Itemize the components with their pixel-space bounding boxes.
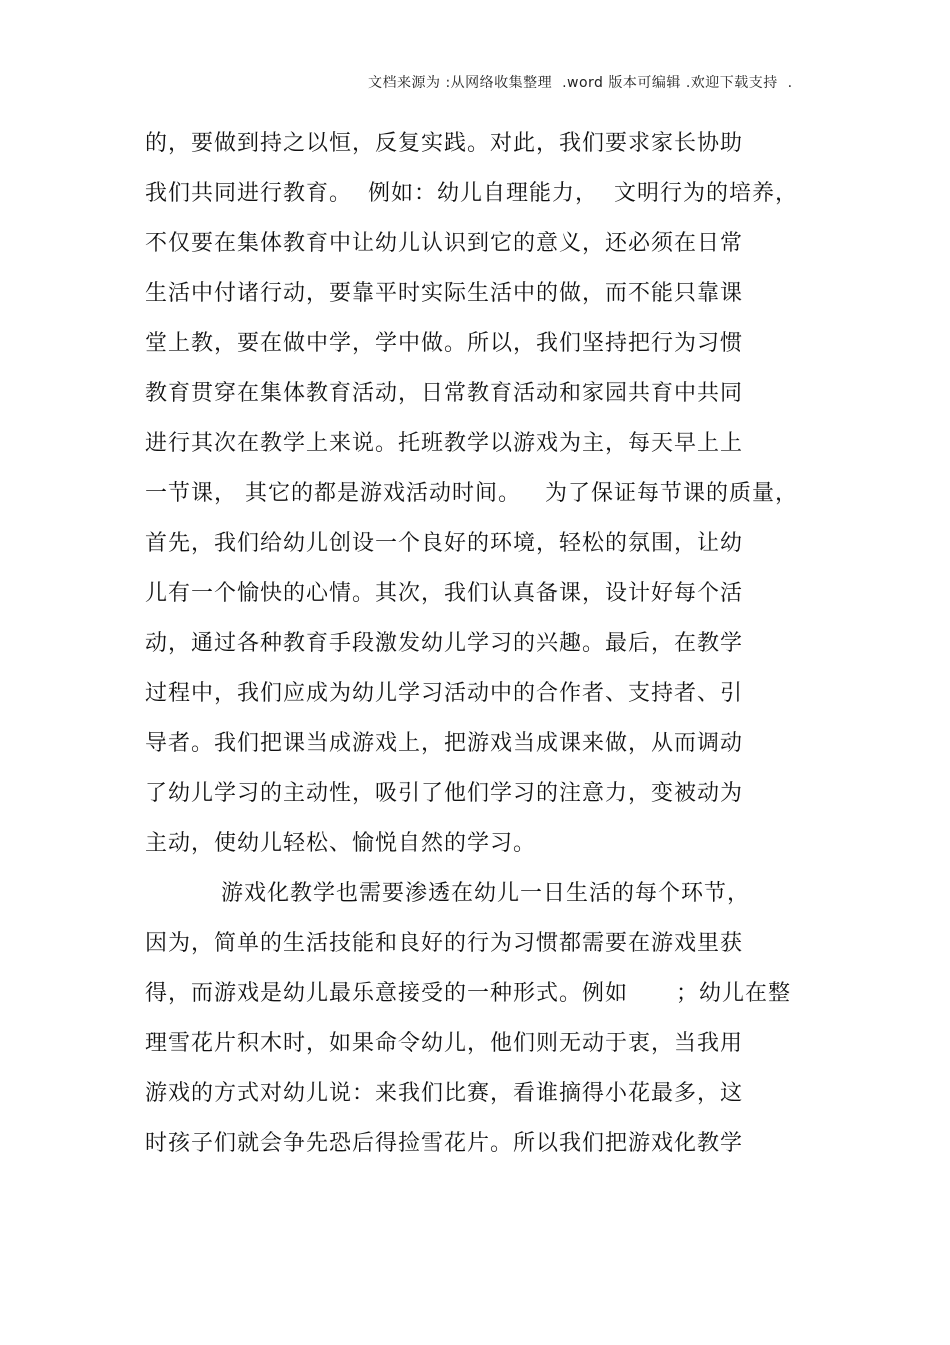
body-line: 堂上教，要在做中学，学中做。所以，我们坚持把行为习惯 [145, 331, 744, 356]
body-line: 理雪花片积木时，如果命令幼儿，他们则无动于衷，当我用 [145, 1031, 744, 1056]
body-line: 不仅要在集体教育中让幼儿认识到它的意义，还必须在日常 [145, 231, 744, 256]
body-line: 的，要做到持之以恒，反复实践。对此，我们要求家长协助 [145, 131, 744, 156]
body-line: 动，通过各种教育手段激发幼儿学习的兴趣。最后，在教学 [145, 631, 744, 656]
body-line: 时孩子们就会争先恐后得捡雪花片。所以我们把游戏化教学 [145, 1131, 744, 1156]
body-line: 游戏的方式对幼儿说：来我们比赛，看谁摘得小花最多，这 [145, 1081, 744, 1106]
document-body [145, 119, 845, 1169]
body-line: 教育贯穿在集体教育活动，日常教育活动和家园共育中共同 [145, 381, 744, 406]
body-line: 一节课， 其它的都是游戏活动时间。 为了保证每节课的质量， [145, 481, 798, 506]
body-line: 过程中，我们应成为幼儿学习活动中的合作者、支持者、引 [145, 681, 744, 706]
body-line: 因为，简单的生活技能和良好的行为习惯都需要在游戏里获 [145, 931, 744, 956]
body-line: 导者。我们把课当成游戏上，把游戏当成课来做，从而调动 [145, 731, 744, 756]
body-line: 儿有一个愉快的心情。其次，我们认真备课，设计好每个活 [145, 581, 744, 606]
body-line: 主动，使幼儿轻松、愉悦自然的学习。 [145, 831, 537, 856]
body-line: 进行其次在教学上来说。托班教学以游戏为主，每天早上上 [145, 431, 744, 456]
body-line: 得，而游戏是幼儿最乐意接受的一种形式。例如 ；幼儿在整 [145, 981, 791, 1006]
body-line: 首先，我们给幼儿创设一个良好的环境，轻松的氛围，让幼 [145, 531, 744, 556]
page-header-note: 文档来源为 :从网络收集整理 .word 版本可编辑 .欢迎下载支持 . [368, 75, 793, 91]
body-line: 了幼儿学习的主动性，吸引了他们学习的注意力，变被动为 [145, 781, 744, 806]
body-line: 我们共同进行教育。 例如：幼儿自理能力， 文明行为的培养， [145, 181, 798, 206]
body-line: 生活中付诸行动，要靠平时实际生活中的做，而不能只靠课 [145, 281, 744, 306]
paragraph-start-line: 游戏化教学也需要渗透在幼儿一日生活的每个环节， [221, 881, 751, 906]
